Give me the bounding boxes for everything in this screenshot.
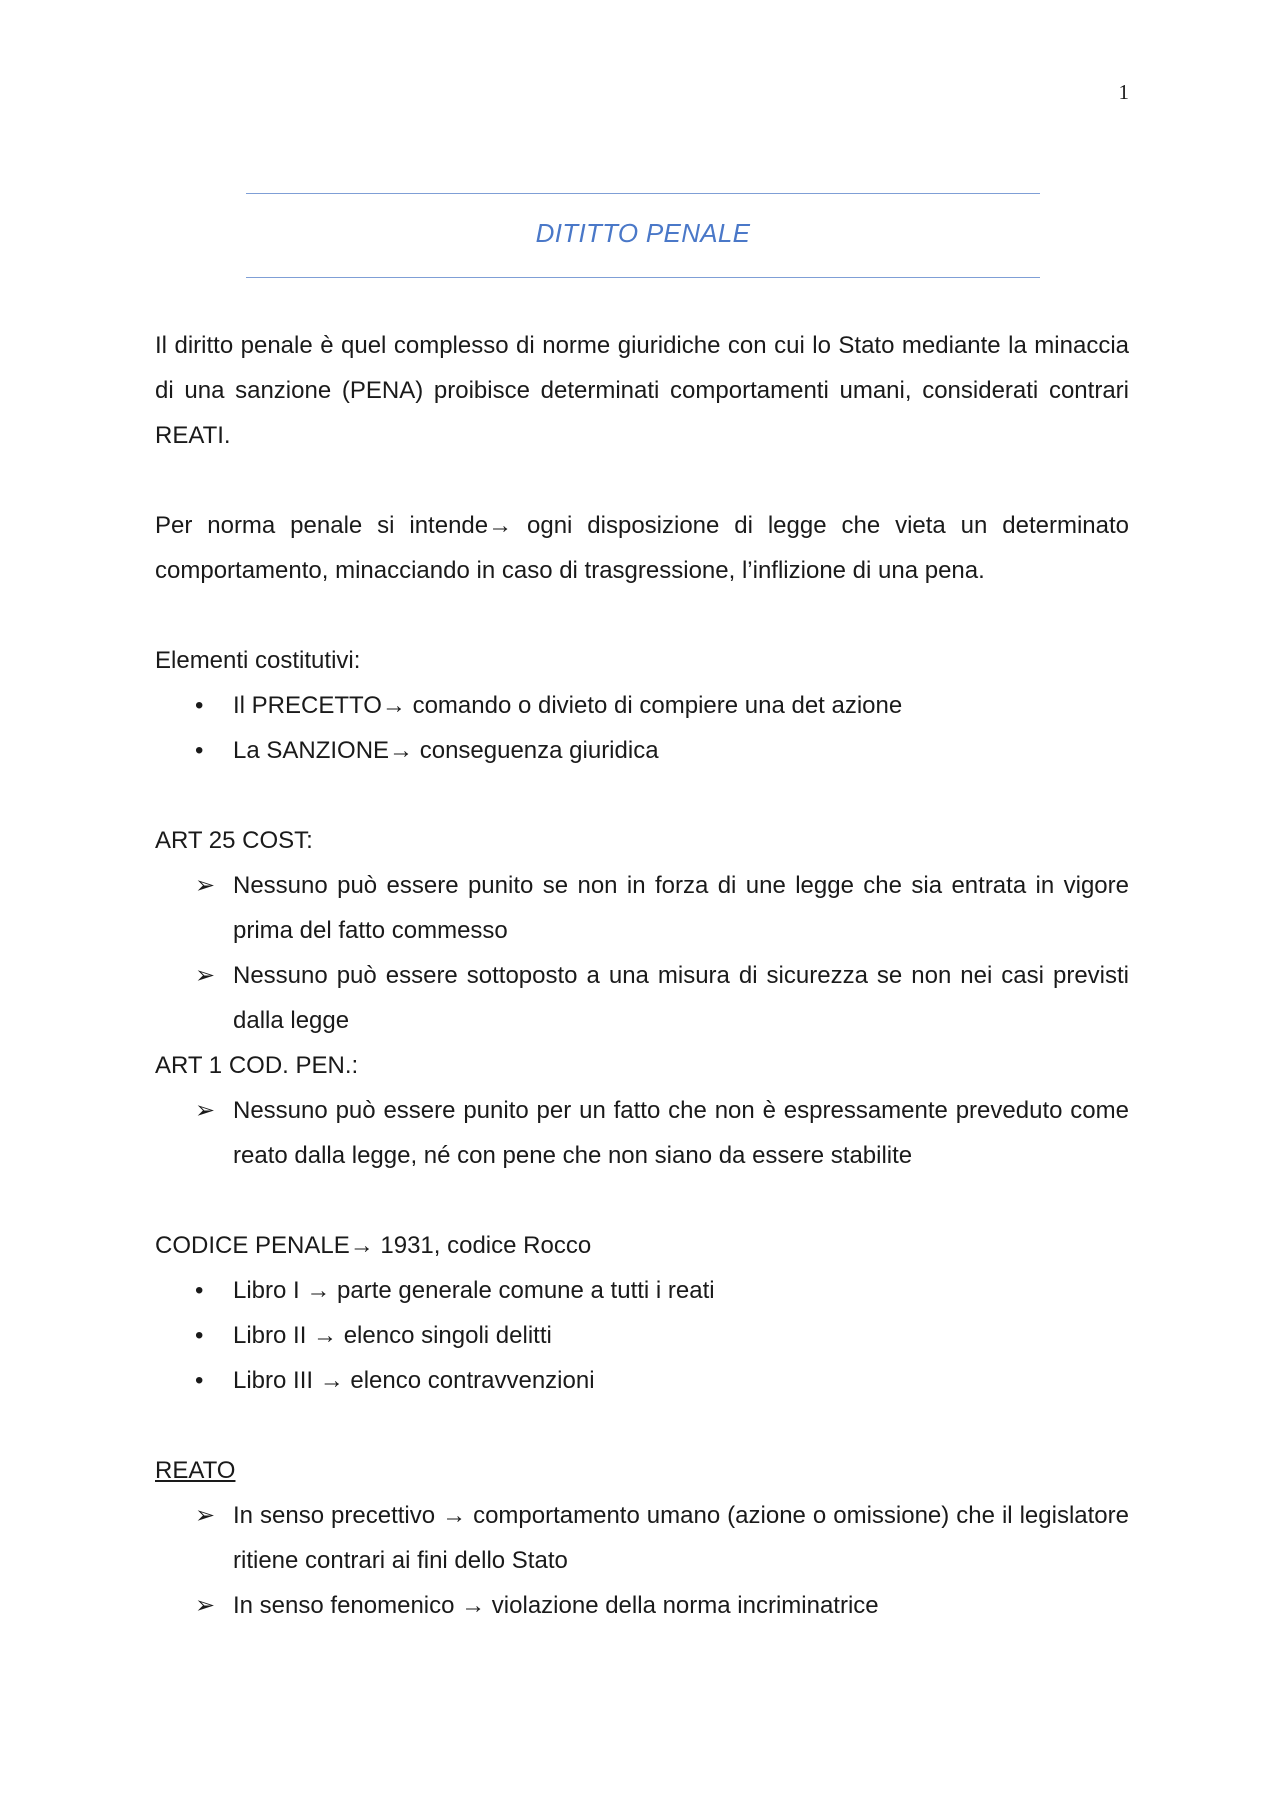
arrow-bullet-icon: ➢ [195, 1592, 216, 1619]
spacer [155, 1403, 1129, 1448]
bullet-icon: • [195, 1367, 204, 1394]
title-bottom-rule [246, 277, 1040, 278]
list-item-text: Libro I → parte generale comune a tutti i reati [233, 1277, 715, 1304]
list-item [155, 1088, 1129, 1178]
list-item-text: Libro III → elenco contravvenzioni [233, 1367, 595, 1394]
arrow-bullet-icon: ➢ [195, 1097, 216, 1124]
list-item-text: Il PRECETTO→ comando o divieto di compiere una det azione [233, 692, 903, 719]
intro-paragraph: Il diritto penale è quel complesso di norme giuridiche con cui lo Stato mediante la minaccia di una sanzione (PENA) proibisce determinati comportamenti umani, considerati contrari REATI. [155, 332, 1129, 449]
document-body [155, 323, 1129, 1628]
list-item [155, 728, 1129, 773]
arrow-bullet-icon: ➢ [195, 872, 216, 899]
list-item [155, 863, 1129, 953]
arrow-bullet-icon: ➢ [195, 962, 216, 989]
codice-list [155, 1268, 1129, 1403]
list-item [155, 1268, 1129, 1313]
norma-paragraph: Per norma penale si intende→ ogni disposizione di legge che vieta un determinato comportamento, minacciando in caso di trasgressione, l’inflizione di una pena. [155, 512, 1129, 584]
reato-heading: REATO [155, 1457, 236, 1484]
bullet-icon: • [195, 737, 204, 764]
page-number: 1 [1118, 80, 1129, 104]
spacer [155, 458, 1129, 503]
list-item [155, 1493, 1129, 1583]
reato-list [155, 1493, 1129, 1628]
list-item-text: Libro II → elenco singoli delitti [233, 1322, 552, 1349]
list-item-text: La SANZIONE→ conseguenza giuridica [233, 737, 659, 764]
art25-list [155, 863, 1129, 1043]
elementi-heading: Elementi costitutivi: [155, 647, 361, 674]
art1-heading: ART 1 COD. PEN.: [155, 1052, 359, 1079]
spacer [155, 773, 1129, 818]
elementi-list [155, 683, 1129, 773]
list-item [155, 683, 1129, 728]
art25-heading: ART 25 COST: [155, 827, 313, 854]
list-item-text: In senso precettivo → comportamento umano (azione o omissione) che il legislatore ritiene contrari ai fini dello Stato [233, 1502, 1129, 1574]
codice-heading: CODICE PENALE→ 1931, codice Rocco [155, 1232, 592, 1259]
list-item-text: Nessuno può essere sottoposto a una misura di sicurezza se non nei casi previsti dalla legge [233, 962, 1129, 1034]
list-item [155, 1313, 1129, 1358]
title-top-rule [246, 193, 1040, 194]
list-item-text: In senso fenomenico → violazione della norma incriminatrice [233, 1592, 879, 1619]
list-item [155, 953, 1129, 1043]
spacer [155, 1178, 1129, 1223]
bullet-icon: • [195, 1277, 204, 1304]
list-item [155, 1358, 1129, 1403]
bullet-icon: • [195, 1322, 204, 1349]
list-item [155, 1583, 1129, 1628]
arrow-bullet-icon: ➢ [195, 1502, 216, 1529]
art1-list [155, 1088, 1129, 1178]
spacer [155, 593, 1129, 638]
bullet-icon: • [195, 692, 204, 719]
list-item-text: Nessuno può essere punito per un fatto che non è espressamente preveduto come reato dalla legge, né con pene che non siano da essere stabilite [233, 1097, 1129, 1169]
list-item-text: Nessuno può essere punito se non in forza di une legge che sia entrata in vigore prima del fatto commesso [233, 872, 1129, 944]
document-title: DITITTO PENALE [535, 218, 751, 248]
